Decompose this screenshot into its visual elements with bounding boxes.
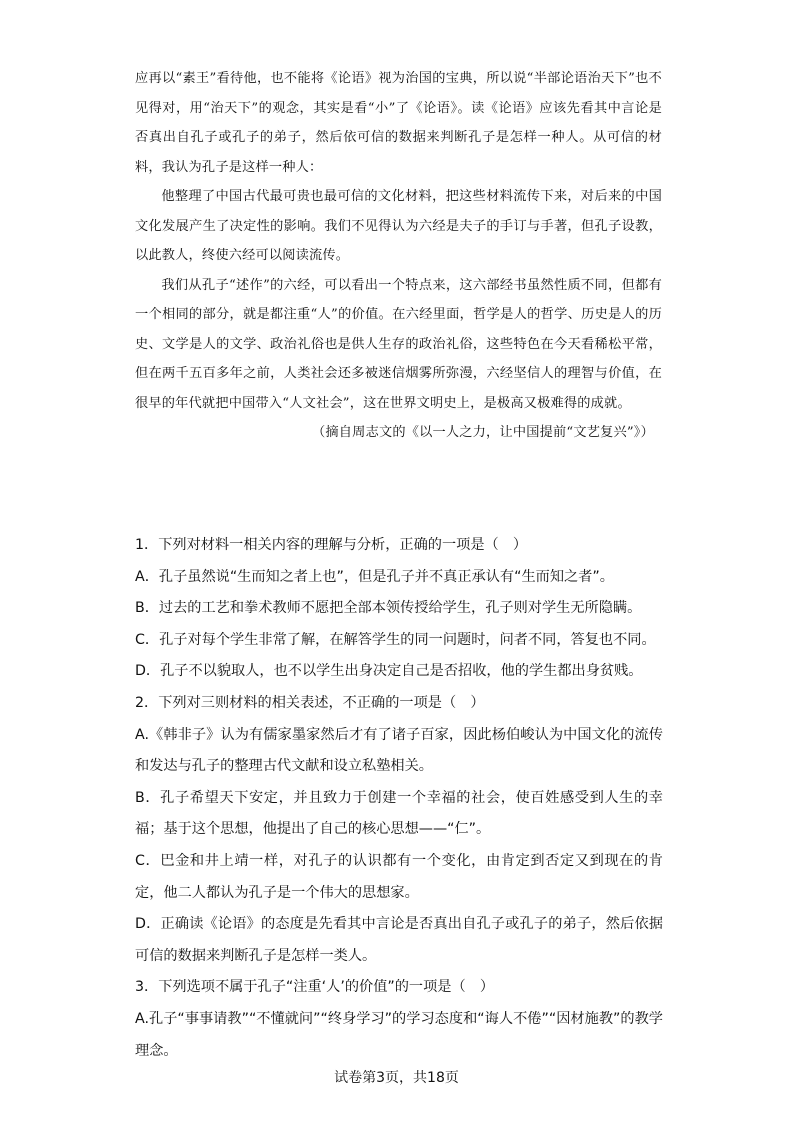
question-list <box>135 530 663 1067</box>
question-3-option-a: A.孔子“事事请教”“不懂就问”“终身学习”的学习态度和“诲人不倦”“因材施教”的教学理念。 <box>135 1010 663 1059</box>
question-2-option-d: D．正确读《论语》的态度是先看其中言论是否真出自孔子或孔子的弟子，然后依据可信的数据来判断孔子是怎样一类人。 <box>135 916 663 964</box>
question-1-option-b: B．过去的工艺和拳术教师不愿把全部本领传授给学生，孔子则对学生无所隐瞒。 <box>135 600 642 617</box>
question-3-stem: 3．下列选项不属于孔子“注重‘人’的价值”的一项是（ ） <box>135 979 495 996</box>
question-1-stem: 1．下列对材料一相关内容的理解与分析，正确的一项是（ ） <box>135 537 528 553</box>
reading-passage <box>135 64 662 448</box>
question-2-option-c: C．巴金和井上靖一样，对孔子的认识都有一个变化，由肯定到否定又到现在的肯定，他二人都认为孔子是一个伟大的思想家。 <box>135 852 663 901</box>
question-1-option-c: C．孔子对每个学生非常了解，在解答学生的同一问题时，问者不同，答复也不同。 <box>135 631 656 648</box>
passage-paragraph-1: 应再以“素王”看待他，也不能将《论语》视为治国的宝典，所以说“半部论语治天下”也不见得对，用“治天下”的观念，其实是看“小”了《论语》。读《论语》应该先看其中言论是否真出自孔子或孔子的弟子，然后依可信的数据来判断孔子是怎样一种人。从可信的材料，我认为孔子是这样一种人： <box>135 71 662 175</box>
passage-paragraph-3: 我们从孔子“述作”的六经，可以看出一个特点来，这六部经书虽然性质不同，但都有一个相同的部分，就是都注重“人”的价值。在六经里面，哲学是人的哲学、历史是人的历史、文学是人的文学、政治礼俗也是供人生存的政治礼俗，这些特色在今天看稀松平常，但在两千五百多年之前，人类社会还多被迷信烟雾所弥漫，六经坚信人的理智与价值，在很早的年代就把中国带入“人文社会”，这在世界文明史上，是极高又极难得的成就。 <box>135 277 662 411</box>
question-1-option-d: D．孔子不以貌取人，也不以学生出身决定自己是否招收，他的学生都出身贫贱。 <box>135 663 643 680</box>
question-2-option-b: B．孔子希望天下安定，并且致力于创建一个幸福的社会，使百姓感受到人生的幸福；基于这个思想，他提出了自己的核心思想——“仁”。 <box>135 789 663 838</box>
question-2-option-a: A.《韩非子》认为有儒家墨家然后才有了诸子百家，因此杨伯峻认为中国文化的流传和发达与孔子的整理古代文献和设立私塾相关。 <box>135 726 663 775</box>
passage-paragraph-2: 他整理了中国古代最可贵也最可信的文化材料，把这些材料流传下来，对后来的中国文化发展产生了决定性的影响。我们不见得认为六经是夫子的手订与手著，但孔子设教，以此教人，终使六经可以阅读流传。 <box>135 189 662 263</box>
question-1-option-a: A．孔子虽然说“生而知之者上也”，但是孔子并不真正承认有“生而知之者”。 <box>135 568 614 585</box>
passage-source-citation: （摘自周志文的《以一人之力，让中国提前“文艺复兴”》） <box>312 425 654 440</box>
question-2-stem: 2．下列对三则材料的相关表述，不正确的一项是（ ） <box>135 694 485 711</box>
page-number-footer: 试卷第3页，共18页 <box>334 1070 459 1086</box>
